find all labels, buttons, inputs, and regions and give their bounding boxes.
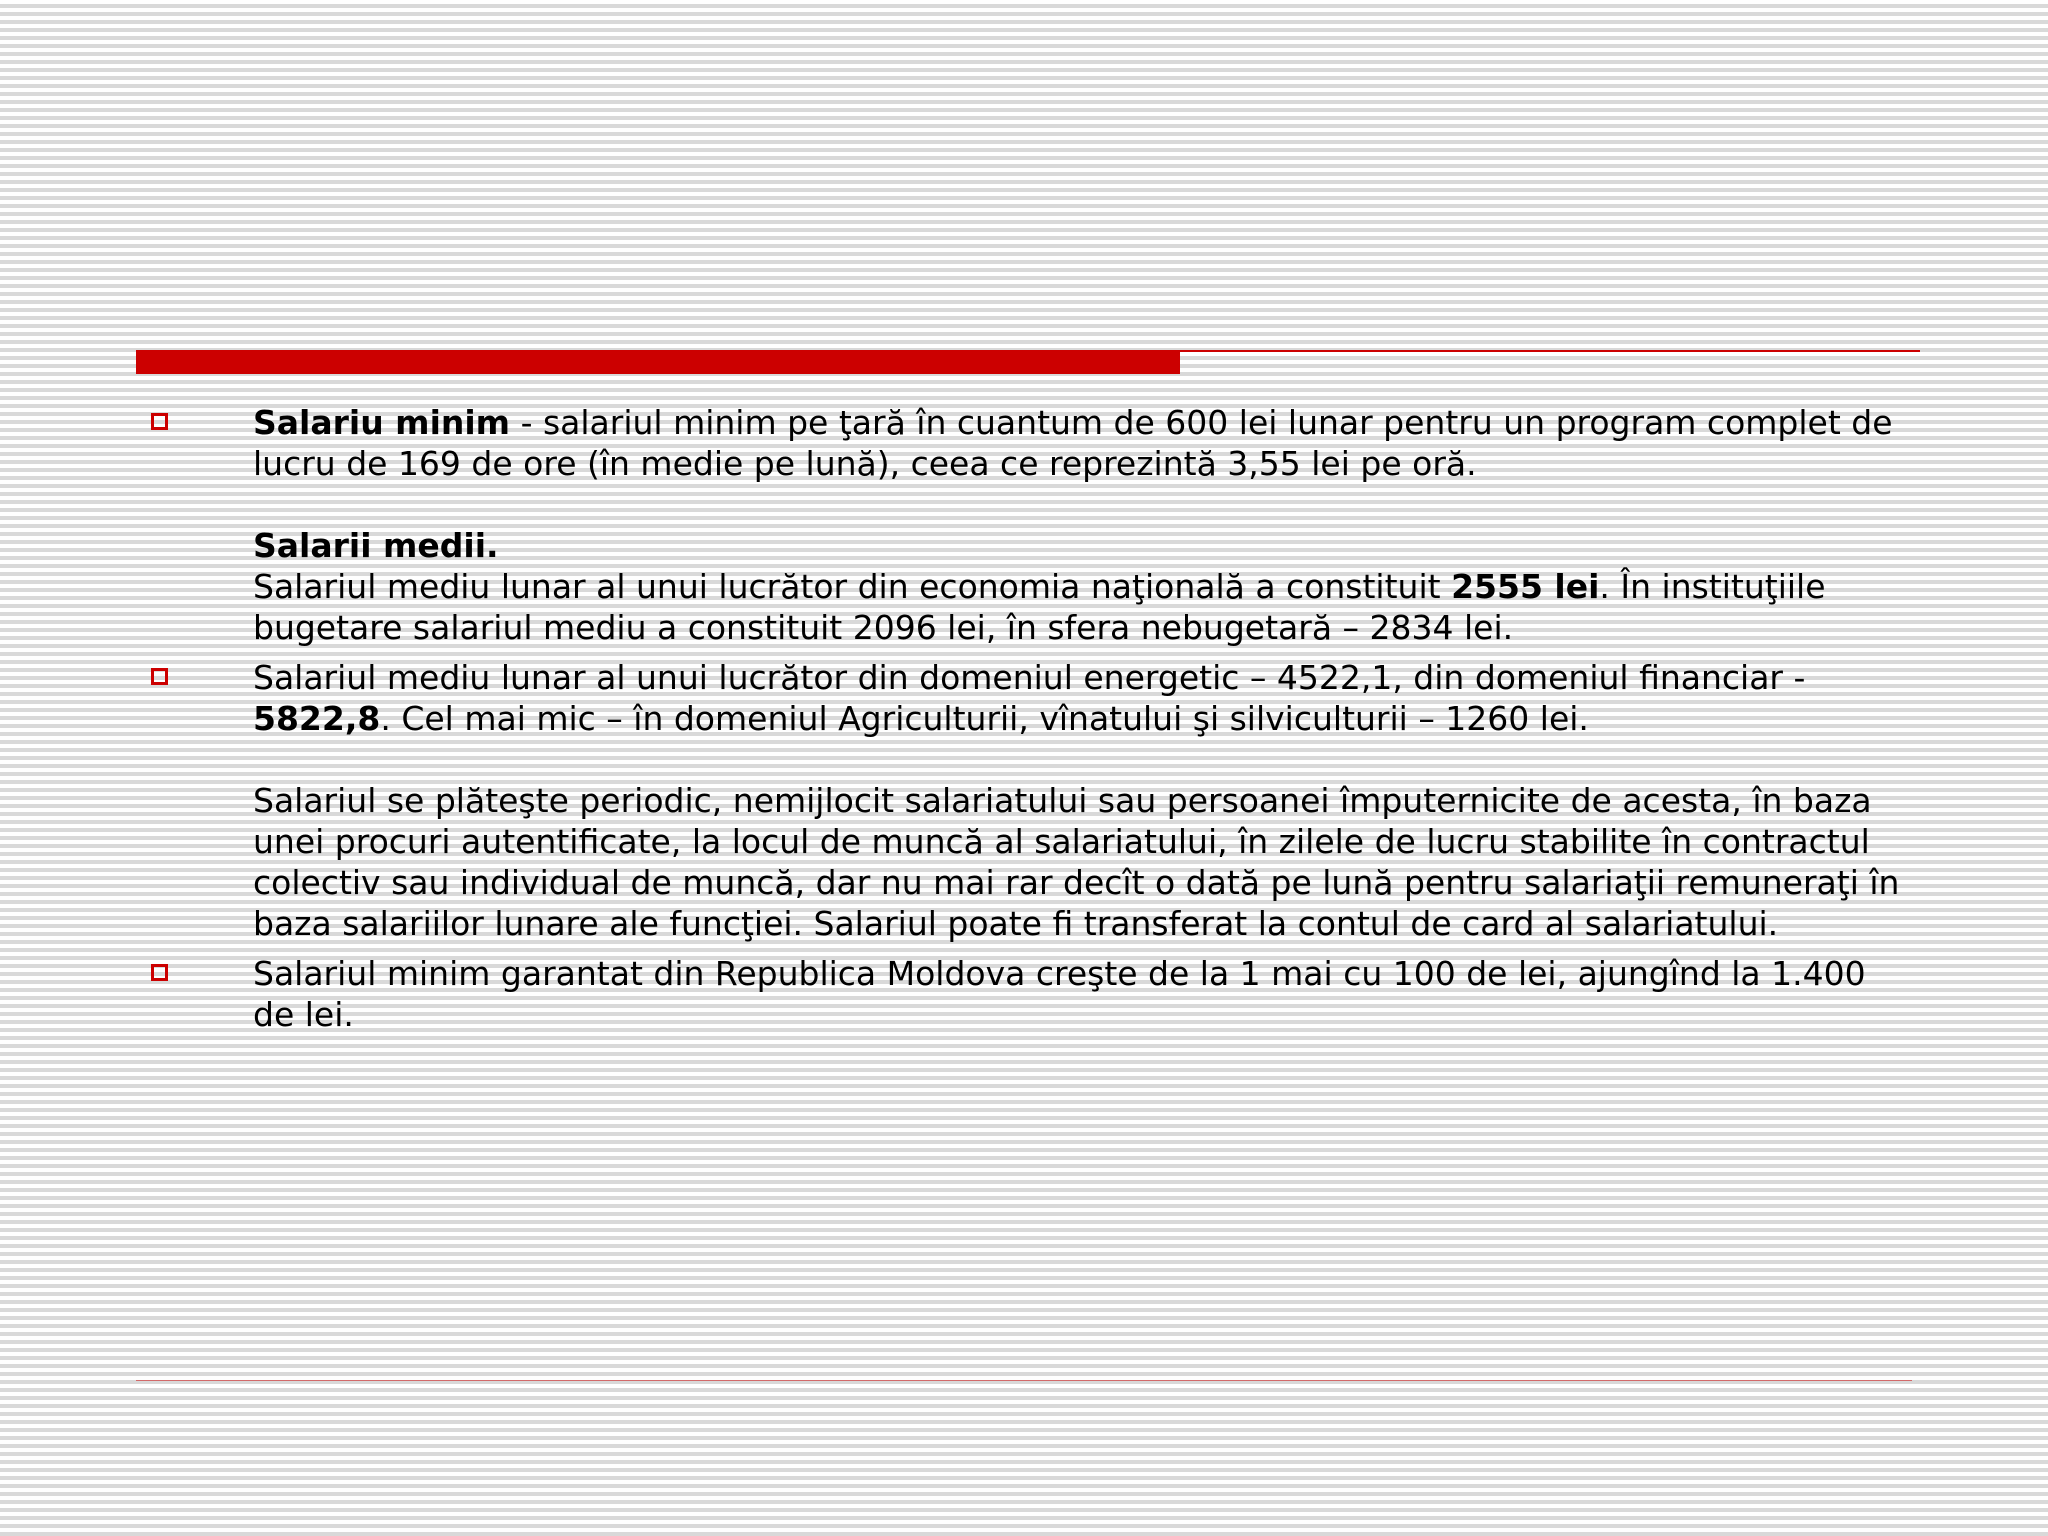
sector-wages-text-start: Salariul mediu lunar al unui lucrător din domeniul energetic – 4522,1, din domeniul financiar - <box>253 658 1806 697</box>
top-accent-bar <box>136 350 1180 374</box>
top-accent-line <box>1180 350 1920 352</box>
average-wages-paragraph <box>253 566 1910 648</box>
hollow-square-bullet-icon <box>151 964 168 981</box>
sector-wages-text-end: . Cel mai mic – în domeniul Agriculturii, vînatului şi silviculturii – 1260 lei. <box>380 699 1589 738</box>
minimum-wage-term: Salariu minim <box>253 403 511 442</box>
slide-content <box>150 402 1910 1035</box>
bullet-item-minimum-wage <box>150 402 1910 648</box>
payment-rules-paragraph: Salariul se plăteşte periodic, nemijlocit salariatului sau persoanei împuternicite de acesta, în baza unei procuri autentificate, la locul de muncă al salariatului, în zilele de lucru stabilite în contractul colectiv sau individual de muncă, dar nu mai rar decît o dată pe lună pentru salariaţii remuneraţi în baza salariilor lunare ale funcţiei. Salariul poate fi transferat la contul de card al salariatului. <box>253 781 1900 943</box>
hollow-square-bullet-icon <box>151 668 168 685</box>
average-wage-text-end: . În instituţiile bugetare salariul mediu a constituit 2096 lei, în sfera nebugetară – 2834 lei. <box>253 567 1826 647</box>
average-wages-heading: Salarii medii. <box>253 526 499 565</box>
average-wage-value: 2555 lei <box>1451 567 1600 606</box>
bottom-divider-line <box>136 1380 1912 1381</box>
bullet-item-sector-wages <box>150 657 1910 944</box>
average-wage-text-start: Salariul mediu lunar al unui lucrător din economia naţională a constituit <box>253 567 1452 606</box>
financial-wage-value: 5822,8 <box>253 699 381 738</box>
guaranteed-minimum-text: Salariul minim garantat din Republica Moldova creşte de la 1 mai cu 100 de lei, ajungînd la 1.400 de lei. <box>253 954 1866 1034</box>
bullet-item-guaranteed-minimum <box>150 953 1910 1035</box>
sector-wages-text <box>253 657 1910 739</box>
minimum-wage-text <box>253 402 1910 484</box>
minimum-wage-definition: - salariul minim pe ţară în cuantum de 600 lei lunar pentru un program complet de lucru de 169 de ore (în medie pe lună), ceea ce reprezintă 3,55 lei pe oră. <box>253 403 1893 483</box>
hollow-square-bullet-icon <box>151 413 168 430</box>
